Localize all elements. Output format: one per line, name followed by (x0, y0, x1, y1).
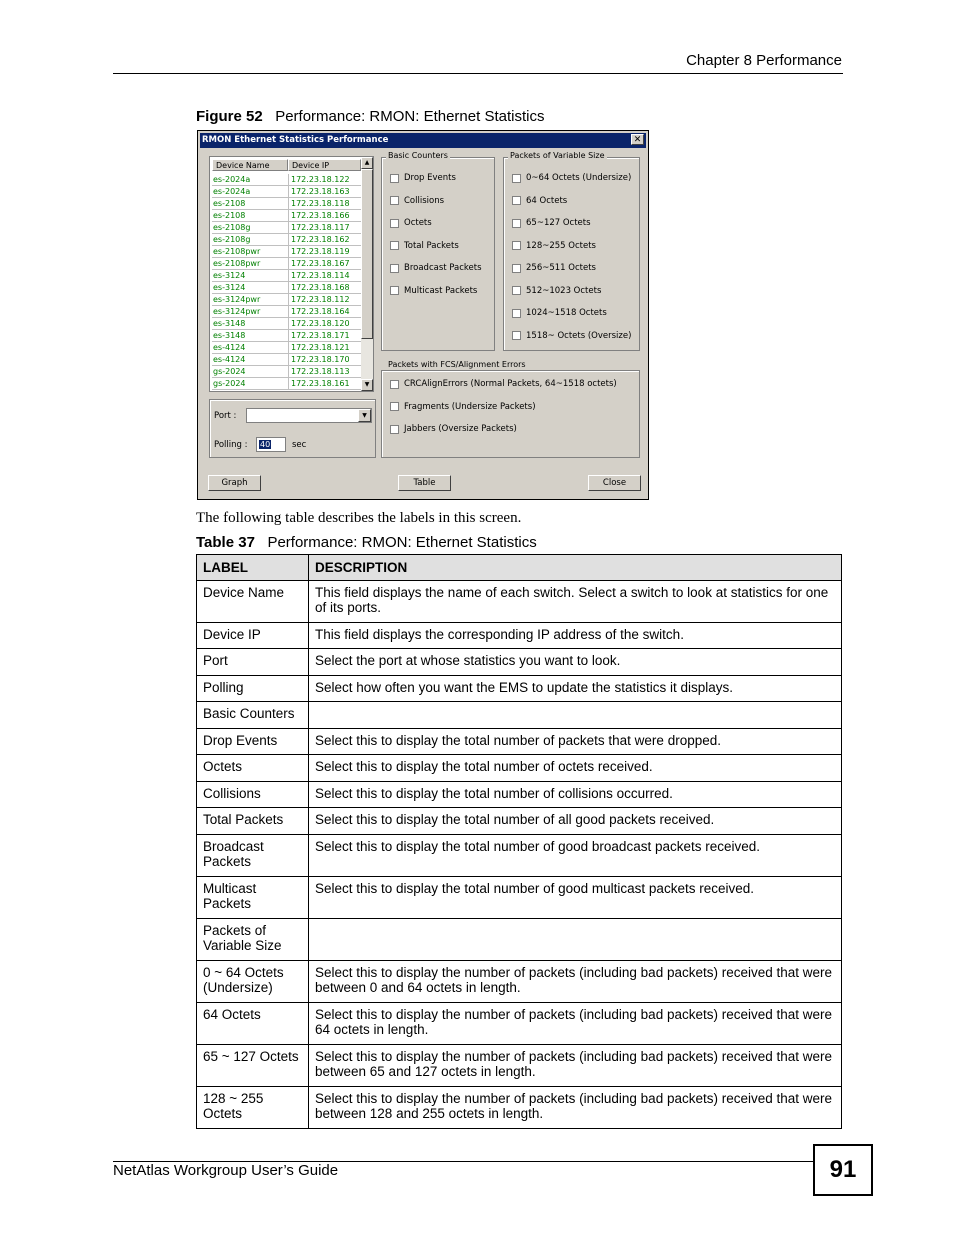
polling-value: 40 (260, 440, 271, 449)
device-name-cell: es-2108pwr (212, 246, 288, 258)
polling-input[interactable] (256, 437, 286, 452)
table-row (197, 728, 842, 755)
device-ip-cell: 172.23.18.119 (288, 246, 361, 258)
device-ip-cell: 172.23.18.121 (288, 342, 361, 354)
description-cell: Select this to display the total number of octets received. (309, 755, 842, 782)
label-cell: Collisions (197, 781, 309, 808)
device-ip-cell: 172.23.18.170 (288, 354, 361, 366)
fcs-errors-list (390, 378, 617, 446)
checkbox-label: Drop Events (404, 173, 456, 183)
checkbox-label: CRCAlignErrors (Normal Packets, 64~1518 octets) (404, 379, 617, 389)
description-cell (309, 702, 842, 729)
fcs-errors-legend: Packets with FCS/Alignment Errors (388, 360, 526, 369)
description-cell: Select this to display the total number of good broadcast packets received. (309, 834, 842, 876)
col-device-name[interactable]: Device Name (212, 159, 288, 171)
checkbox-label: 64 Octets (526, 195, 568, 206)
checkbox-label: Multicast Packets (404, 285, 478, 296)
label-cell: 65 ~ 127 Octets (197, 1044, 309, 1086)
device-list-row[interactable] (212, 186, 361, 198)
device-ip-cell: 172.23.18.166 (288, 210, 361, 222)
checkbox-item[interactable] (390, 217, 482, 229)
device-name-cell: es-3124 (212, 270, 288, 282)
label-cell: Broadcast Packets (197, 834, 309, 876)
page-number: 91 (813, 1144, 873, 1196)
label-description-table (196, 554, 842, 1129)
header-rule (113, 73, 843, 74)
device-name-cell: es-3124 (212, 282, 288, 294)
close-icon[interactable]: ✕ (631, 134, 644, 145)
device-list-row[interactable] (212, 270, 361, 282)
label-cell: Total Packets (197, 808, 309, 835)
device-name-cell: es-2108 (212, 198, 288, 210)
checkbox-label: Broadcast Packets (404, 263, 482, 273)
checkbox[interactable] (512, 331, 521, 340)
device-list-row[interactable] (212, 234, 361, 246)
checkbox[interactable] (512, 264, 521, 273)
checkbox[interactable] (390, 264, 399, 273)
device-name-cell: es-2108g (212, 222, 288, 234)
table-row (197, 876, 842, 918)
polling-label: Polling : (214, 440, 248, 450)
checkbox-label: 1518~ Octets (Oversize) (526, 330, 632, 341)
table-row (197, 781, 842, 808)
checkbox[interactable] (390, 402, 399, 411)
device-name-cell: es-3124pwr (212, 294, 288, 306)
description-cell: Select this to display the total number of packets that were dropped. (309, 728, 842, 755)
scroll-thumb[interactable] (361, 169, 373, 339)
table-number: Table 37 (196, 534, 255, 551)
device-name-cell: es-2108 (212, 210, 288, 222)
description-cell: Select this to display the total number of all good packets received. (309, 808, 842, 835)
table-button[interactable]: Table (398, 475, 451, 491)
device-ip-cell: 172.23.18.112 (288, 294, 361, 306)
table-row (197, 808, 842, 835)
checkbox-label: Total Packets (404, 240, 459, 251)
table-row (197, 1044, 842, 1086)
scroll-down-icon[interactable]: ▼ (361, 379, 373, 391)
device-ip-cell: 172.23.18.168 (288, 282, 361, 294)
table-caption (196, 534, 537, 551)
checkbox-item[interactable] (390, 240, 482, 252)
checkbox-label: 512~1023 Octets (526, 285, 602, 296)
device-list-row[interactable] (212, 318, 361, 330)
checkbox-label: 128~255 Octets (526, 240, 596, 251)
device-list-row[interactable] (212, 294, 361, 306)
checkbox-label: 256~511 Octets (526, 263, 596, 273)
device-list-row[interactable] (212, 366, 361, 378)
table-body (197, 580, 842, 1128)
device-name-cell: es-3148 (212, 318, 288, 330)
device-list-row[interactable] (212, 354, 361, 366)
description-header: DESCRIPTION (309, 555, 842, 581)
figure-caption (196, 108, 544, 125)
label-cell: Port (197, 649, 309, 676)
label-cell: Multicast Packets (197, 876, 309, 918)
checkbox-item[interactable] (512, 262, 631, 274)
description-cell: This field displays the name of each switch. Select a switch to look at statistics for one of its ports. (309, 580, 842, 622)
checkbox-item[interactable] (512, 195, 631, 207)
device-list-rows (212, 174, 361, 390)
device-ip-cell: 172.23.18.171 (288, 330, 361, 342)
device-ip-cell: 172.23.18.120 (288, 318, 361, 330)
description-cell: Select this to display the total number of good multicast packets received. (309, 876, 842, 918)
label-cell: 128 ~ 255 Octets (197, 1086, 309, 1128)
device-name-cell: es-2108g (212, 234, 288, 246)
scroll-up-icon[interactable]: ▲ (361, 157, 373, 169)
label-cell: Polling (197, 675, 309, 702)
table-row (197, 675, 842, 702)
figure-number: Figure 52 (196, 108, 263, 125)
device-name-cell: es-2024a (212, 186, 288, 198)
device-name-cell: es-3124pwr (212, 306, 288, 318)
checkbox-label: Fragments (Undersize Packets) (404, 401, 536, 412)
label-cell: Device Name (197, 580, 309, 622)
polling-unit: sec (292, 440, 307, 450)
checkbox[interactable] (390, 196, 399, 205)
device-list-header (212, 159, 361, 171)
table-row (197, 649, 842, 676)
checkbox[interactable] (390, 174, 399, 183)
checkbox-item[interactable] (390, 285, 482, 297)
rmon-dialog (197, 130, 649, 500)
checkbox[interactable] (390, 241, 399, 250)
close-button[interactable]: Close (588, 475, 641, 491)
table-row (197, 918, 842, 960)
label-cell: Basic Counters (197, 702, 309, 729)
description-cell: Select this to display the total number of collisions occurred. (309, 781, 842, 808)
checkbox-item[interactable] (512, 285, 631, 297)
checkbox-item[interactable] (390, 195, 482, 207)
device-list-row[interactable] (212, 306, 361, 318)
label-cell: 64 Octets (197, 1002, 309, 1044)
dialog-titlebar (200, 133, 646, 148)
checkbox-item[interactable] (390, 172, 482, 184)
device-name-cell: es-4124 (212, 354, 288, 366)
basic-counters-list (390, 172, 482, 307)
device-ip-cell: 172.23.18.167 (288, 258, 361, 270)
device-name-cell: es-3148 (212, 330, 288, 342)
device-ip-cell: 172.23.18.163 (288, 186, 361, 198)
basic-counters-legend: Basic Counters (388, 151, 448, 160)
description-cell: This field displays the corresponding IP address of the switch. (309, 622, 842, 649)
device-ip-cell: 172.23.18.118 (288, 198, 361, 210)
description-cell: Select this to display the number of packets (including bad packets) received that were between 65 and 127 octets in length. (309, 1044, 842, 1086)
label-cell: 0 ~ 64 Octets (Undersize) (197, 960, 309, 1002)
checkbox[interactable] (512, 241, 521, 250)
chevron-down-icon[interactable]: ▼ (358, 409, 371, 422)
col-device-ip[interactable]: Device IP (288, 159, 361, 171)
device-ip-cell: 172.23.18.161 (288, 378, 361, 390)
table-row (197, 1086, 842, 1128)
device-list-row[interactable] (212, 282, 361, 294)
table-header-row (197, 555, 842, 581)
device-name-cell: gs-2024 (212, 366, 288, 378)
checkbox[interactable] (512, 219, 521, 228)
device-name-cell: es-4124 (212, 342, 288, 354)
checkbox[interactable] (390, 219, 399, 228)
checkbox[interactable] (390, 380, 399, 389)
label-header: LABEL (197, 555, 309, 581)
device-list-row[interactable] (212, 330, 361, 342)
device-list-row[interactable] (212, 210, 361, 222)
device-ip-cell: 172.23.18.122 (288, 174, 361, 186)
checkbox-label: Collisions (404, 195, 445, 206)
checkbox-item[interactable] (512, 240, 631, 252)
checkbox-item[interactable] (390, 262, 482, 274)
device-ip-cell: 172.23.18.114 (288, 270, 361, 282)
description-cell: Select this to display the number of packets (including bad packets) received that were between 128 and 255 octets in length. (309, 1086, 842, 1128)
table-row (197, 702, 842, 729)
device-list-row[interactable] (212, 342, 361, 354)
checkbox[interactable] (512, 309, 521, 318)
device-name-cell: gs-2024 (212, 378, 288, 390)
description-cell: Select the port at whose statistics you want to look. (309, 649, 842, 676)
table-row (197, 580, 842, 622)
description-cell: Select this to display the number of packets (including bad packets) received that were between 0 and 64 octets in length. (309, 960, 842, 1002)
checkbox-item[interactable] (390, 401, 617, 413)
guide-title: NetAtlas Workgroup User’s Guide (113, 1162, 339, 1179)
checkbox[interactable] (512, 196, 521, 205)
device-name-cell: es-2024a (212, 174, 288, 186)
checkbox-label: 65~127 Octets (526, 218, 591, 228)
device-list-row[interactable] (212, 258, 361, 270)
table-row (197, 960, 842, 1002)
device-list-row[interactable] (212, 246, 361, 258)
checkbox[interactable] (512, 286, 521, 295)
table-row (197, 1002, 842, 1044)
checkbox-item[interactable] (512, 172, 631, 184)
checkbox-item[interactable] (512, 330, 631, 342)
label-cell: Device IP (197, 622, 309, 649)
description-cell: Select this to display the number of packets (including bad packets) received that were 64 octets in length. (309, 1002, 842, 1044)
checkbox[interactable] (512, 174, 521, 183)
checkbox[interactable] (390, 425, 399, 434)
label-cell: Drop Events (197, 728, 309, 755)
graph-button[interactable]: Graph (208, 475, 261, 491)
checkbox-item[interactable] (512, 217, 631, 229)
checkbox-label: Octets (404, 218, 432, 228)
variable-size-list (512, 172, 631, 352)
intro-text: The following table describes the labels in this screen. (196, 510, 522, 526)
chapter-header: Chapter 8 Performance (686, 52, 842, 69)
table-title: Performance: RMON: Ethernet Statistics (267, 534, 537, 551)
device-list-row[interactable] (212, 198, 361, 210)
label-cell: Packets of Variable Size (197, 918, 309, 960)
checkbox-item[interactable] (512, 307, 631, 319)
label-cell: Octets (197, 755, 309, 782)
checkbox[interactable] (390, 286, 399, 295)
device-ip-cell: 172.23.18.162 (288, 234, 361, 246)
table-row (197, 622, 842, 649)
table-row (197, 834, 842, 876)
device-list-row[interactable] (212, 378, 361, 390)
checkbox-item[interactable] (390, 423, 617, 435)
device-name-cell: es-2108pwr (212, 258, 288, 270)
checkbox-item[interactable] (390, 378, 617, 390)
device-ip-cell: 172.23.18.117 (288, 222, 361, 234)
device-list-row[interactable] (212, 174, 361, 186)
checkbox-label: 0~64 Octets (Undersize) (526, 173, 632, 183)
variable-size-legend: Packets of Variable Size (510, 151, 605, 160)
checkbox-label: 1024~1518 Octets (526, 308, 607, 318)
device-list-row[interactable] (212, 222, 361, 234)
table-row (197, 755, 842, 782)
dialog-title: RMON Ethernet Statistics Performance (202, 135, 389, 145)
device-ip-cell: 172.23.18.164 (288, 306, 361, 318)
checkbox-label: Jabbers (Oversize Packets) (404, 424, 517, 434)
figure-title: Performance: RMON: Ethernet Statistics (275, 108, 545, 125)
description-cell (309, 918, 842, 960)
port-select[interactable] (246, 408, 372, 423)
device-ip-cell: 172.23.18.113 (288, 366, 361, 378)
port-label: Port : (214, 411, 237, 421)
device-list-scrollbar[interactable] (361, 157, 373, 391)
device-list[interactable] (209, 156, 374, 392)
description-cell: Select how often you want the EMS to update the statistics it displays. (309, 675, 842, 702)
